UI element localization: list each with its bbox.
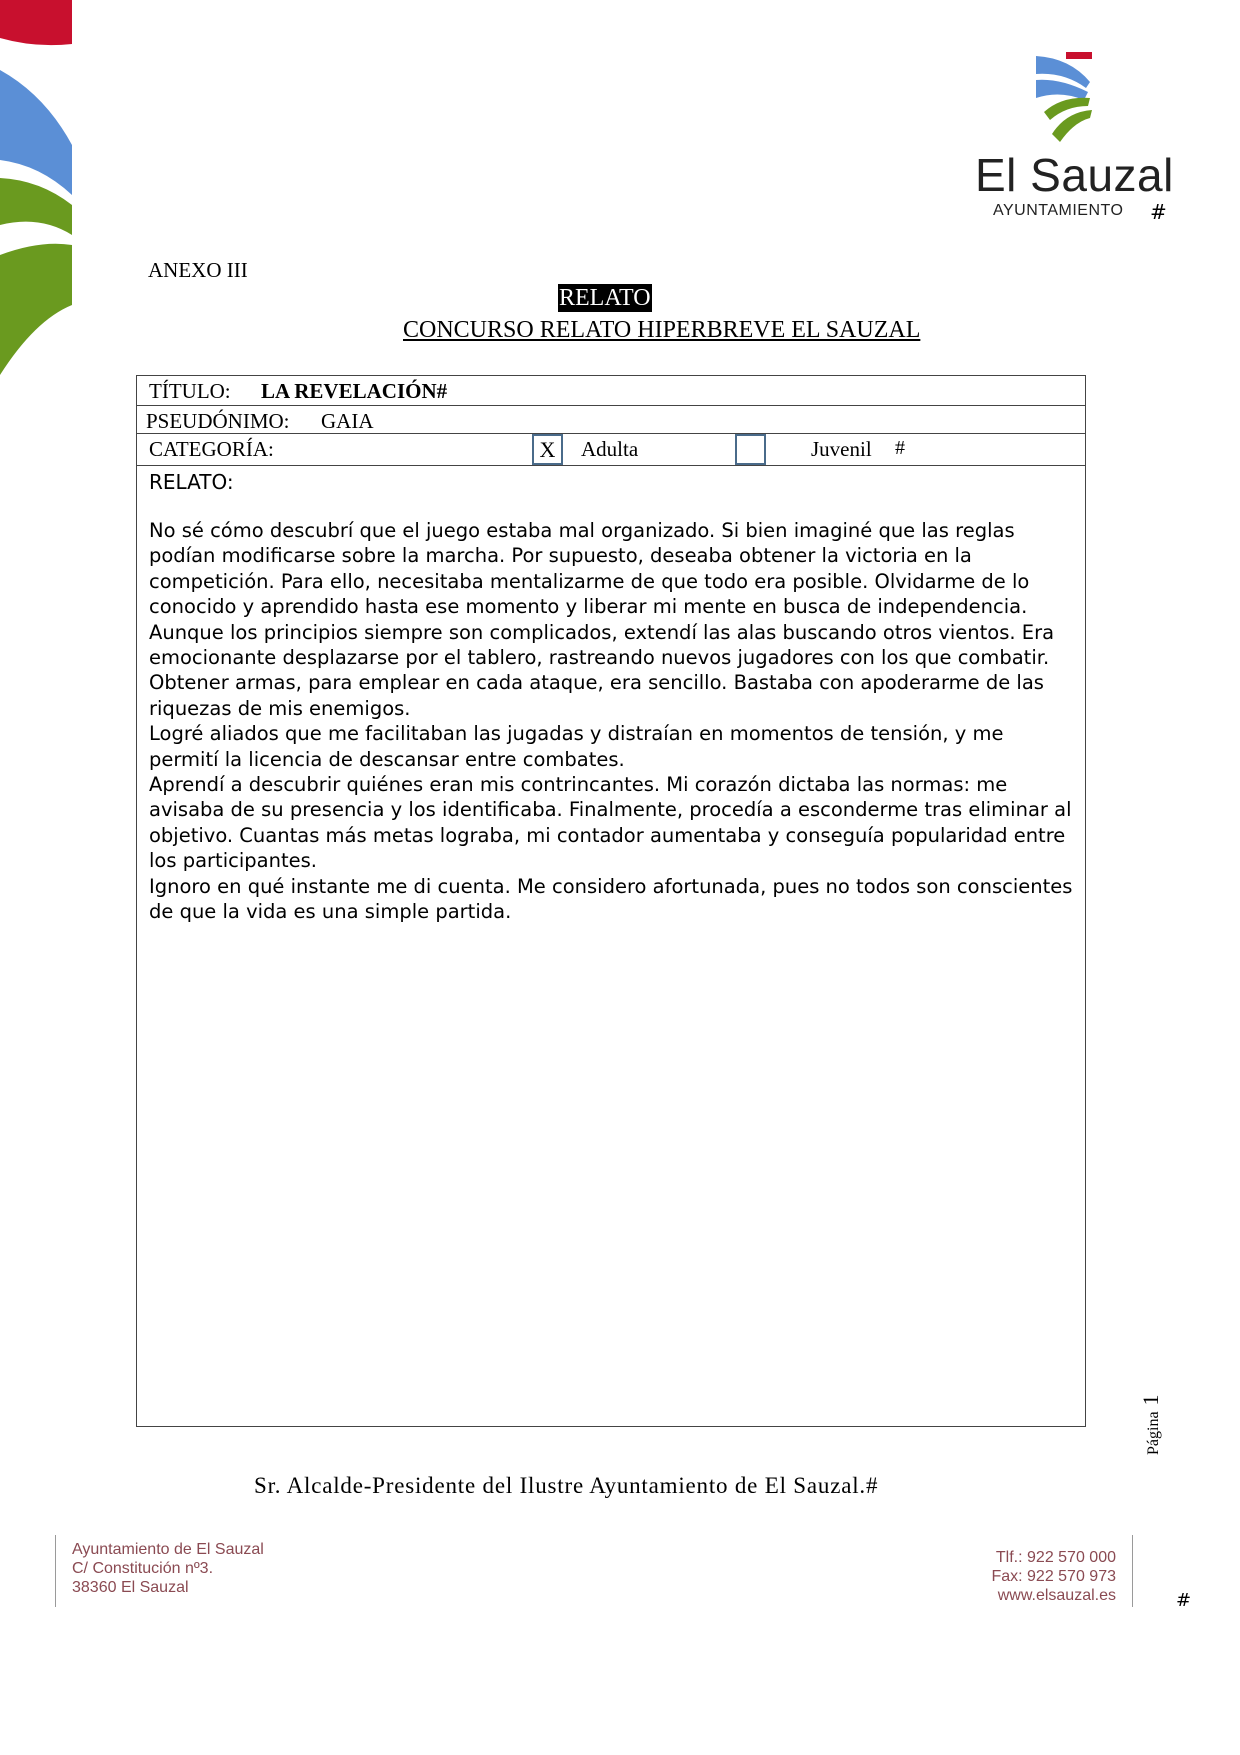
footer-address-line: C/ Constitución nº3.: [72, 1560, 214, 1577]
story-paragraph: Aunque los principios siempre son complicados, extendí las alas buscando otros vientos. Era emocionante desplazarse por el tablero, rastreando nuevos jugadores con los que combatir. Obtener armas, para emplear en cada ataque, era sencillo. Bastaba con apoderarme de las riquezas de mis enemigos.: [149, 620, 1055, 720]
footer-fax: Fax: 922 570 973: [991, 1568, 1116, 1585]
footer-address: [72, 1540, 264, 1597]
footer-divider-left: [55, 1535, 56, 1607]
story-paragraph: No sé cómo descubrí que el juego estaba mal organizado. Si bien imaginé que las reglas podían modificarse sobre la marcha. Por supuesto, deseaba obtener la victoria en la competición. Para ello, necesitaba mentalizarme de que todo era posible. Olvidarme de lo conocido y aprendido hasta ese momento y liberar mi mente en busca de independencia.: [149, 519, 1030, 619]
document-type: RELATO: [559, 285, 651, 311]
story-paragraph: Logré aliados que me facilitaban las jugadas y distraían en momentos de tensión, y me permití la licencia de descansar entre combates.: [149, 722, 1004, 771]
recipient-line: Sr. Alcalde-Presidente del Ilustre Ayuntamiento de El Sauzal.#: [254, 1473, 879, 1498]
document-title: CONCURSO RELATO HIPERBREVE EL SAUZAL: [403, 317, 921, 343]
footer-divider-right: [1132, 1535, 1133, 1607]
footer-address-line: Ayuntamiento de El Sauzal: [72, 1541, 264, 1558]
page-marker-hash: #: [1176, 1590, 1192, 1611]
logo-name: El Sauzal: [975, 149, 1174, 201]
story-paragraph: Aprendí a descubrir quiénes eran mis contrincantes. Mi corazón dictaba las normas: me avisaba de su presencia y los identificaba. Finalmente, procedía a esconderme tras eliminar al objetivo. Cuantas más metas lograba, mi contador aumentaba y conseguía popularidad entre los participantes.: [149, 773, 1072, 873]
category-label: CATEGORÍA:: [149, 437, 274, 461]
story-text: [149, 518, 1079, 925]
page-number-marker: [1138, 1375, 1168, 1455]
form-row-divider: [136, 465, 1086, 466]
story-paragraph: Ignoro en qué instante me di cuenta. Me considero afortunada, pues no todos son conscientes de que la vida es una simple partida.: [149, 874, 1073, 924]
footer-website[interactable]: www.elsauzal.es: [997, 1587, 1116, 1604]
logo-subtitle: AYUNTAMIENTO: [993, 202, 1124, 219]
decorative-stripes: [0, 0, 75, 380]
page-word: Página: [1145, 1411, 1162, 1455]
story-label: RELATO:: [149, 470, 234, 494]
category-marker: #: [895, 437, 905, 459]
form-row-divider: [136, 405, 1086, 406]
annex-label: ANEXO III: [148, 258, 248, 282]
category-adult-checkbox[interactable]: X: [532, 434, 563, 465]
logo-marker: #: [1150, 200, 1167, 224]
category-youth-checkbox[interactable]: [735, 434, 766, 465]
title-label: TÍTULO:: [149, 379, 231, 403]
footer-phone: Tlf.: 922 570 000: [995, 1549, 1116, 1566]
category-youth-label: Juvenil: [811, 437, 872, 461]
footer-contact: [960, 1548, 1116, 1605]
category-adult-label: Adulta: [581, 437, 639, 461]
page-number: 1: [1138, 1394, 1163, 1406]
footer-address-line: 38360 El Sauzal: [72, 1579, 189, 1596]
el-sauzal-logo-icon: [1030, 52, 1094, 144]
title-value: LA REVELACIÓN#: [261, 379, 448, 403]
pseudonym-label: PSEUDÓNIMO:: [146, 409, 290, 433]
pseudonym-value: GAIA: [321, 409, 374, 433]
